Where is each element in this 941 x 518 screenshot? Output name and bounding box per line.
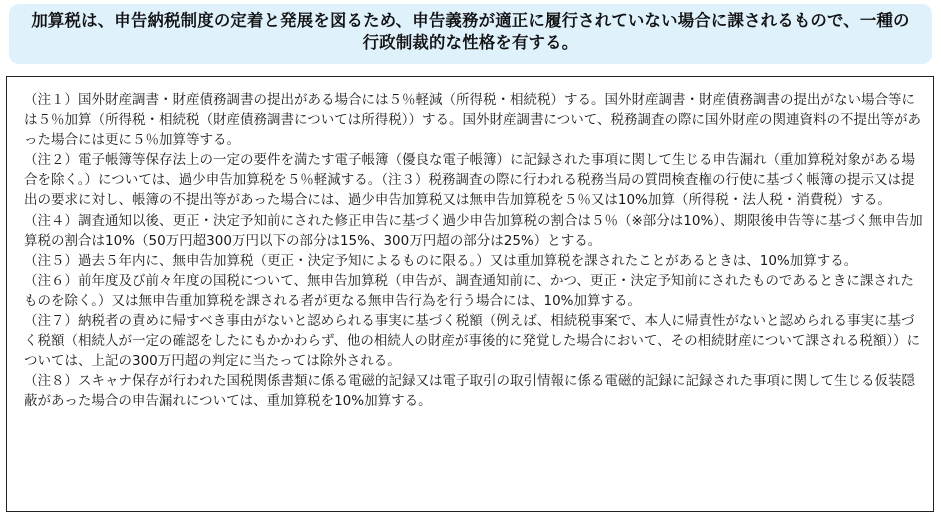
summary-header-text: 加算税は、申告納税制度の定着と発展を図るため、申告義務が適正に履行されていない場合に課されるもので、一種の行政制裁的な性格を有する。 (31, 11, 910, 52)
note-4: （注４）調査通知以後、更正・決定予知前にされた修正申告に基づく過少申告加算税の割合は５％（※部分は10%）、期限後申告等に基づく無申告加算税の割合は10%（50万円超300万円以下の部分は15%、300万円超の部分は25%）とする。 (24, 212, 923, 249)
note-8: （注８）スキャナ保存が行われた国税関係書類に係る電磁的記録又は電子取引の取引情報に係る電磁的記録に記録された事項に関して生じる仮装隠蔽があった場合の申告漏れについては、重加算税を10%加算する。 (24, 373, 915, 410)
notes-box (6, 76, 934, 512)
note-7: （注７）納税者の責めに帰すべき事由がないと認められる事実に基づく税額（例えば、相続税事案で、本人に帰責性がないと認められる事実に基づく税額（相続人が一定の確認をしたにもかかわらず、他の相続人の財産が事後的に発覚した場合において、その相続財産について課される税額））については、上記の300万円超の判定に当たっては除外される。 (24, 313, 921, 370)
note-5: （注５）過去５年内に、無申告加算税（更正・決定予知によるものに限る。）又は重加算税を課されたことがあるときは、10%加算する。 (24, 252, 858, 269)
summary-header (9, 4, 932, 64)
note-6: （注６）前年度及び前々年度の国税について、無申告加算税（申告が、調査通知前に、かつ、更正・決定予知前にされたものであるときに課されたものを除く。）又は無申告重加算税を課される者が更なる無申告行為を行う場合には、10%加算する。 (24, 272, 914, 309)
note-1: （注１）国外財産調書・財産債務調書の提出がある場合には５％軽減（所得税・相続税）する。国外財産調書・財産債務調書の提出がない場合等には５％加算（所得税・相続税（財産債務調書については所得税））する。国外財産調書について、税務調査の際に国外財産の関連資料の不提出等があった場合には更に５％加算等する。 (24, 92, 921, 149)
note-2-3: （注２）電子帳簿等保存法上の一定の要件を満たす電子帳簿（優良な電子帳簿）に記録された事項に関して生じる申告漏れ（重加算税対象がある場合を除く。）については、過少申告加算税を５％軽減する。（注３）税務調査の際に行われる税務当局の質問検査権の行使に基づく帳簿の提示又は提出の要求に対し、帳簿の不提出等があった場合には、過少申告加算税又は無申告加算税を５％又は10%加算（所得税・法人税・消費税）する。 (24, 152, 915, 209)
